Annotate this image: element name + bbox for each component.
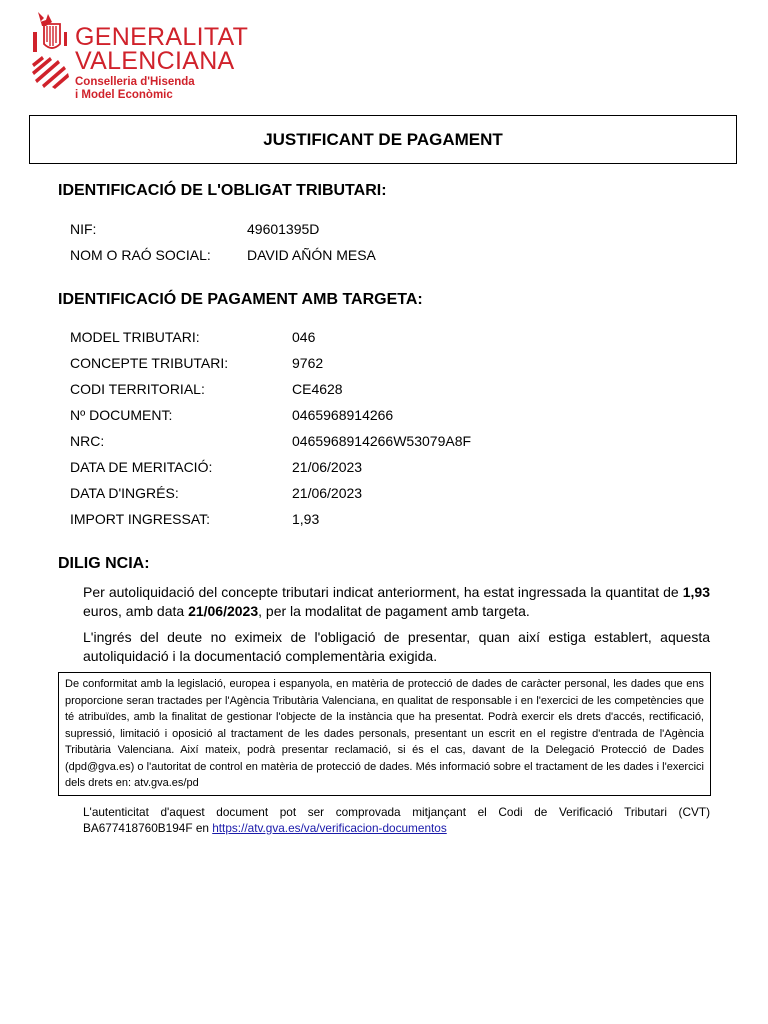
dept-name-line2: i Model Econòmic: [75, 89, 173, 101]
field-value-document: 0465968914266: [292, 407, 394, 423]
org-name-line1: GENERALITAT: [75, 23, 249, 51]
field-value-accrual-date: 21/06/2023: [292, 459, 363, 475]
field-label-territorial: CODI TERRITORIAL:: [70, 381, 205, 397]
field-value-territorial: CE4628: [292, 381, 343, 397]
diligence-amount: 1,93: [682, 584, 710, 600]
diligence-date: 21/06/2023: [188, 603, 259, 619]
verification-note: [83, 804, 710, 836]
diligence-heading: DILIG NCIA:: [58, 555, 150, 572]
org-name-line2: VALENCIANA: [75, 47, 235, 75]
diligence-text: , per la modalitat de pagament amb targeta.: [258, 603, 530, 619]
diligence-text: euros, amb data: [83, 603, 189, 619]
field-label-payment-date: DATA D'INGRÉS:: [70, 485, 179, 501]
verification-text: L'autenticitat d'aquest document pot ser comprovada mitjançant el Codi de Verificació Tributari (CVT) BA677418760B194F en: [83, 805, 710, 835]
field-label-name: NOM O RAÓ SOCIAL:: [70, 247, 211, 263]
field-value-concept: 9762: [292, 355, 324, 371]
field-value-name: DAVID AÑÓN MESA: [247, 247, 376, 263]
field-value-nrc: 0465968914266W53079A8F: [292, 433, 472, 449]
field-label-nif: NIF:: [70, 221, 97, 237]
generalitat-logo: [30, 10, 249, 105]
field-value-payment-date: 21/06/2023: [292, 485, 363, 501]
verification-link[interactable]: https://atv.gva.es/va/verificacion-documentos: [212, 821, 447, 835]
field-label-accrual-date: DATA DE MERITACIÓ:: [70, 459, 213, 475]
field-value-model: 046: [292, 329, 316, 345]
field-label-amount: IMPORT INGRESSAT:: [70, 511, 211, 527]
document-title: JUSTIFICANT DE PAGAMENT: [29, 115, 737, 164]
diligence-paragraph-1: [83, 583, 710, 621]
field-value-amount: 1,93: [292, 511, 320, 527]
taxpayer-heading: IDENTIFICACIÓ DE L'OBLIGAT TRIBUTARI:: [58, 182, 387, 199]
field-label-document: Nº DOCUMENT:: [70, 407, 173, 423]
diligence-text: Per autoliquidació del concepte tributari indicat anteriorment, ha estat ingressada la quantitat de: [83, 584, 683, 600]
privacy-notice: De conformitat amb la legislació, europea i espanyola, en matèria de protecció de dades de caràcter personal, les dades que ens proporcione seran tractades per l'Agència Tributària Valenciana, en qualitat de responsable i en l'exercici de les competències que té atribuïdes, amb la finalitat de gestionar l'objecte de la instància que ha presentat. Podrà exercir els drets d'accés, rectificació, supressió, limitació i oposició al tractament de les dades personals, presentant un escrit en el registre d'entrada de l'Agència Tributària Valenciana. Així mateix, podrà presentar reclamació, si és el cas, davant de la Delegació Protecció de Dades (dpd@gva.es) o l'autoritat de control en matèria de protecció de dades. Més informació sobre el tractament de les dades i l'exercici dels drets en: atv.gva.es/pd: [58, 672, 711, 796]
field-label-concept: CONCEPTE TRIBUTARI:: [70, 355, 229, 371]
dept-name-line1: Conselleria d'Hisenda: [75, 76, 195, 88]
coat-of-arms-icon: [30, 10, 70, 90]
payment-heading: IDENTIFICACIÓ DE PAGAMENT AMB TARGETA:: [58, 291, 423, 308]
field-label-model: MODEL TRIBUTARI:: [70, 329, 200, 345]
diligence-paragraph-2: L'ingrés del deute no eximeix de l'obligació de presentar, quan així estiga establert, aquesta autoliquidació i la documentació complementària exigida.: [83, 629, 710, 664]
field-label-nrc: NRC:: [70, 433, 105, 449]
field-value-nif: 49601395D: [247, 221, 320, 237]
